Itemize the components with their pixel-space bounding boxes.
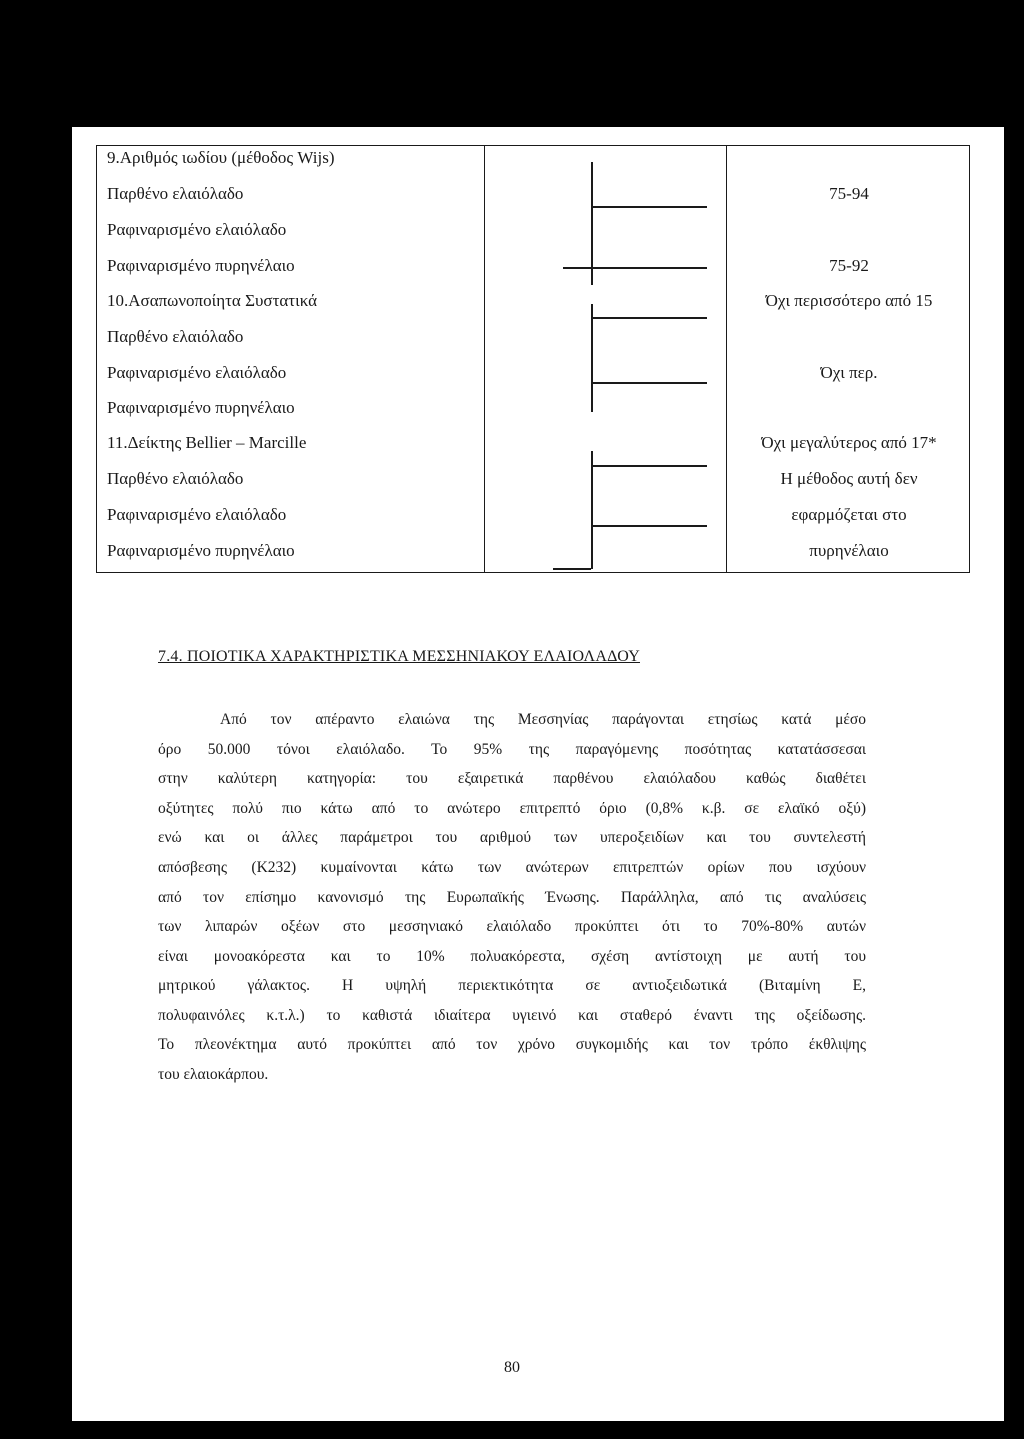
table-cell: 10.Ασαπωνοποίητα Συστατικά	[107, 291, 318, 310]
table-cell: Παρθένο ελαιόλαδο	[107, 469, 244, 488]
bracket-line	[591, 382, 707, 384]
bracket-line	[553, 568, 591, 570]
table-cell: εφαρμόζεται στο	[791, 505, 907, 524]
paragraph-line: στην καλύτερη κατηγορία: του εξαιρετικά παρθένου ελαιόλαδου καθώς διαθέτει	[158, 770, 866, 787]
section-heading: 7.4. ΠΟΙΟΤΙΚΑ ΧΑΡΑΚΤΗΡΙΣΤΙΚΑ ΜΕΣΣΗΝΙΑΚΟΥ ΕΛΑΙΟΛΑΔΟΥ	[158, 648, 640, 665]
bracket-line	[591, 206, 707, 208]
table-cell: Ραφιναρισμένο πυρηνέλαιο	[107, 541, 295, 560]
specifications-table	[96, 145, 970, 573]
paragraph-line: από τον επίσημο κανονισμό της Ευρωπαϊκής Ένωσης. Παράλληλα, από τις αναλύσεις	[158, 889, 866, 906]
paragraph-line: του ελαιοκάρπου.	[158, 1066, 269, 1083]
bracket-line	[563, 267, 707, 269]
table-cell: Ραφιναρισμένο πυρηνέλαιο	[107, 256, 295, 275]
bracket-connectors	[485, 146, 727, 574]
page-number: 80	[504, 1359, 520, 1376]
paragraph-line: απόσβεσης (Κ232) κυμαίνονται κάτω των ανώτερων επιτρεπτών ορίων που ισχύουν	[158, 859, 866, 876]
table-cell: 75-92	[829, 256, 869, 275]
paragraph-line: οξύτητες πολύ πιο κάτω από το ανώτερο επιτρεπτό όριο (0,8% κ.β. σε ελαϊκό οξύ)	[158, 800, 866, 817]
paragraph-line: ενώ και οι άλλες παράμετροι του αριθμού των υπεροξειδίων και του συντελεστή	[158, 829, 866, 846]
paragraph-line: όρο 50.000 τόνοι ελαιόλαδο. Το 95% της παραγόμενης ποσότητας κατατάσσεσαι	[158, 741, 866, 758]
bracket-line	[591, 525, 707, 527]
table-cell: Η μέθοδος αυτή δεν	[780, 469, 918, 488]
paragraph-line: πολυφαινόλες κ.τ.λ.) το καθιστά ιδιαίτερα υγιεινό και σταθερό έναντι της οξείδωσης.	[158, 1007, 866, 1024]
paragraph-line: Από τον απέραντο ελαιώνα της Μεσσηνίας παράγονται ετησίως κατά μέσο	[220, 711, 866, 728]
table-cell: Ραφιναρισμένο ελαιόλαδο	[107, 505, 287, 524]
table-cell: Όχι μεγαλύτερος από 17*	[761, 433, 937, 452]
paragraph-line: των λιπαρών οξέων στο μεσσηνιακό ελαιόλαδο προκύπτει ότι το 70%-80% αυτών	[158, 918, 866, 935]
bracket-line	[591, 317, 707, 319]
table-cell: Ραφιναρισμένο πυρηνέλαιο	[107, 398, 295, 417]
table-cell: 75-94	[829, 184, 869, 203]
table-cell: 11.Δείκτης Bellier – Marcille	[107, 433, 307, 452]
document-page	[72, 127, 1004, 1421]
bracket-line	[591, 465, 707, 467]
table-cell: 9.Αριθμός ιωδίου (μέθοδος Wijs)	[107, 148, 335, 167]
paragraph-line: μητρικού γάλακτος. Η υψηλή περιεκτικότητα σε αντιοξειδωτικά (Βιταμίνη Ε,	[158, 977, 866, 994]
limits-column	[727, 146, 971, 572]
bracket-line	[591, 451, 593, 569]
table-cell: Όχι περ.	[820, 363, 878, 382]
table-cell: πυρηνέλαιο	[809, 541, 889, 560]
paragraph-line: Το πλεονέκτημα αυτό προκύπτει από τον χρόνο συγκομιδής και τον τρόπο έκθλιψης	[158, 1036, 866, 1053]
table-cell: Όχι περισσότερο από 15	[765, 291, 933, 310]
table-cell: Ραφιναρισμένο ελαιόλαδο	[107, 220, 287, 239]
table-cell: Παρθένο ελαιόλαδο	[107, 184, 244, 203]
table-cell: Ραφιναρισμένο ελαιόλαδο	[107, 363, 287, 382]
table-cell: Παρθένο ελαιόλαδο	[107, 327, 244, 346]
bracket-line	[591, 304, 593, 412]
parameter-column	[97, 146, 485, 572]
paragraph-line: είναι μονοακόρεστα και το 10% πολυακόρεστα, σχέση αντίστοιχη με αυτή του	[158, 948, 866, 965]
